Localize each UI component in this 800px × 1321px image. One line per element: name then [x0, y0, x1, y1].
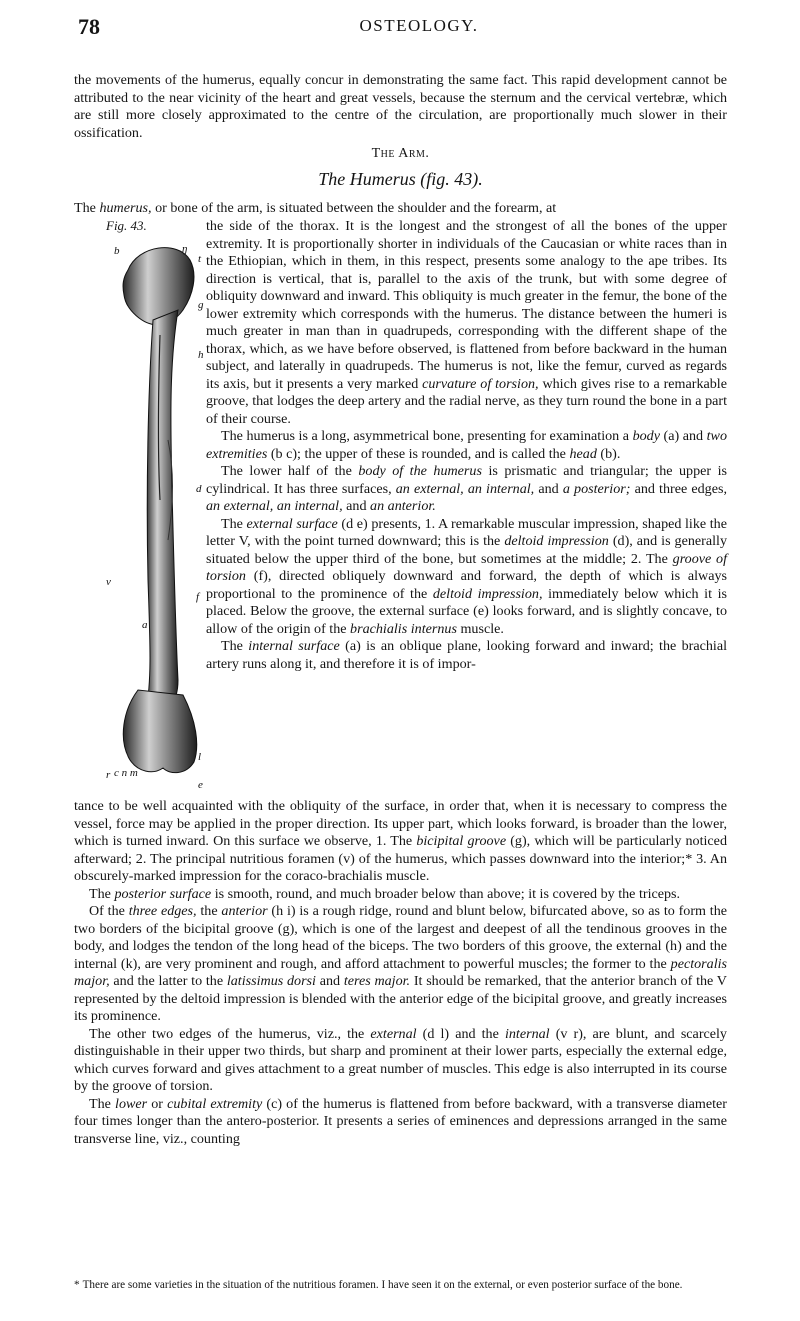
paragraph-5-start — [206, 638, 727, 673]
p3-d: and three edges, — [634, 480, 727, 497]
p6-b: is smooth, round, and much broader below than above; it is covered by the triceps. — [214, 885, 681, 902]
p2-head-term: head — [569, 445, 597, 462]
paragraph-2 — [206, 428, 727, 463]
p7-anterior-term: anterior — [221, 903, 268, 919]
p4-brachialis-term: brachialis internus — [350, 620, 457, 637]
p1-humerus-term: humerus, — [99, 200, 152, 216]
p4-e: immediately below which it is placed. Below the groove, the external surface (e) looks forward, and is slightly concave, to allow of the origin of the — [206, 585, 727, 637]
p9-b: (c) of the humerus is flattened from before backward, with a transverse diameter four times longer than the antero-posterior. It presents a series of eminences and depressions arranged in the same transverse line, viz., counting — [74, 1095, 727, 1147]
p3-edges-term: an external, an internal, — [206, 498, 343, 514]
side-column-text — [206, 218, 727, 673]
fig-label-n: n — [121, 767, 128, 779]
p2-body-term: body — [632, 428, 660, 444]
p8-internal-term: internal — [504, 1025, 550, 1042]
fig-label-f: f — [196, 591, 200, 603]
p3-a: The lower half of the — [221, 463, 352, 479]
intro-paragraph: the movements of the humerus, equally concur in demonstrating the same fact. This rapid development cannot be attributed to the near vicinity of the heart and great vessels, because the sternum and the cervical vertebræ, which are still more closely approximated to the centre of the circulation, are proportionally much slower in their ossification. — [74, 72, 727, 141]
p2-b: (a) and — [663, 428, 704, 444]
paragraph-6 — [74, 886, 727, 904]
subsection-title-suffix: ). — [472, 169, 483, 189]
p4-b: (d e) presents, 1. A remarkable muscular impression, shaped like the letter V, with the point turned downward; this is the — [206, 515, 727, 549]
footnote-text: There are some varieties in the situation of the nutritious foramen. I have seen it on the external, or even posterior surface of the bone. — [82, 1279, 683, 1291]
p2-extremities-term: two extremities — [206, 428, 727, 462]
p7-pectoralis-term: pectoralis major, — [74, 955, 728, 989]
p7-teres-term: teres major. — [343, 973, 411, 989]
p3-e: and — [346, 498, 367, 514]
paragraph-9 — [74, 1096, 727, 1149]
fig-label-b: b — [114, 245, 120, 257]
fig-label-v: v — [106, 576, 111, 588]
p8-a: The other two edges of the humerus, viz., the — [89, 1025, 365, 1042]
p6-posterior-term: posterior surface — [114, 885, 212, 902]
p9-a: The — [89, 1095, 111, 1112]
p4-groove-term: groove of torsion — [206, 550, 727, 584]
p7-b: the — [200, 903, 218, 919]
fig-label-g: g — [198, 299, 204, 311]
p5-b: (a) is an oblique plane, looking forward and inward; the brachial artery runs along it, and therefore it is of impor- — [206, 638, 727, 672]
p8-external-term: external — [370, 1025, 417, 1042]
humerus-illustration — [108, 240, 208, 790]
p9-lower-term: lower — [115, 1095, 148, 1112]
p3-c: and — [538, 480, 559, 497]
fig-label-t: t — [198, 253, 202, 265]
p7-latissimus-term: latissimus dorsi — [226, 973, 316, 989]
humerus-lower-extremity — [123, 690, 196, 773]
p7-e: and — [319, 973, 341, 989]
p2-a: The humerus is a long, asymmetrical bone, presenting for examination a — [221, 428, 630, 444]
p9-or: or — [151, 1095, 163, 1112]
humerus-figure — [108, 240, 208, 790]
p9-cubital-term: cubital extremity — [167, 1095, 263, 1112]
p5-bicipital-term: bicipital groove — [416, 833, 507, 849]
paragraph-5-continued — [74, 798, 727, 886]
intro-paragraph-block — [74, 72, 727, 142]
p3-body-term: body of the humerus — [358, 463, 482, 479]
p7-c: (h i) is a rough ridge, round and blunt below, bifurcated above, so as to form the two borders of the bicipital groove (g), which is one of the largest and deepest of all the tendinous grooves in the body, and lodges the tendon of the long head of the biceps. The two borders of this groove, the external (h) and the internal (k), are very prominent and rough, and afford attachment to powerful muscles; the former to the — [74, 903, 727, 972]
paragraph-1-first-line — [74, 200, 727, 218]
fig-label-m: m — [129, 767, 138, 779]
fig-label-r: r — [106, 769, 111, 781]
p4-deltoid2-term: deltoid impression, — [432, 585, 543, 602]
paragraph-3 — [206, 463, 727, 516]
paragraph-8 — [74, 1026, 727, 1096]
page-header — [78, 14, 760, 50]
subsection-fig-ref: fig. 43 — [426, 169, 473, 189]
p4-d: (f), directed obliquely downward and forward, the depth of which is always proportional to the prominence of the — [206, 568, 727, 602]
p5-c: (g), which will be particularly noticed afterward; 2. The principal nutritious foramen (v) of the humerus, which passes downward into the interior;* 3. An obscurely-marked impression for the coraco-brachialis muscle. — [74, 833, 727, 884]
humerus-head — [123, 248, 194, 325]
figure-caption: Fig. 43. — [106, 218, 147, 233]
lower-text-block — [74, 798, 727, 1148]
p2-d: (b). — [600, 445, 621, 462]
fig-label-h: h — [198, 349, 204, 361]
subsection-title-text: The Humerus — [318, 169, 416, 189]
footnote-marker: * — [74, 1279, 80, 1291]
fig-bottom-labels — [114, 767, 138, 779]
section-title: The Arm. — [371, 146, 430, 161]
fig-label-l: l — [198, 751, 202, 763]
fig-label-c: c — [114, 767, 119, 779]
running-title: OSTEOLOGY. — [359, 16, 479, 35]
p4-c: (d), and is generally situated below the upper third of the bone, but sometimes at the middle; 2. The — [206, 533, 727, 567]
subsection-title: The Humerus (fig. 43). — [318, 169, 483, 189]
p7-d: and the latter to the — [113, 973, 224, 989]
p7-a: Of the — [89, 903, 125, 919]
p1-first-line-rest: or bone of the arm, is situated between the shoulder and the forearm, at — [155, 200, 557, 216]
p8-c: (v r), are blunt, and scarcely distinguishable in their upper two thirds, but sharp and prominent at their lower parts, especially the external edge, which curves forward and gives attachment to a great number of muscles. This edge is also interrupted in its course by the groove of torsion. — [74, 1025, 727, 1094]
p3-b: is prismatic and triangular; the upper is cylindrical. It has three surfaces, — [206, 463, 727, 497]
p4-f: muscle. — [460, 620, 504, 637]
p3-posterior-term: a posterior; — [562, 480, 631, 497]
p5-a: The — [221, 638, 243, 654]
p2-c: (b c); the upper of these is rounded, and is called the — [270, 445, 566, 462]
footnote — [74, 1278, 727, 1292]
p3-surfaces-term: an external, an internal, — [395, 480, 535, 497]
p1-curvature-term: curvature of torsion, — [422, 375, 539, 392]
paragraph-7 — [74, 903, 727, 1026]
fig-label-e: e — [198, 779, 203, 791]
p1-end-text: which gives rise to a remarkable groove, that lodges the deep artery and the radial nerve, as they turn round the bone in a part of their course. — [206, 375, 727, 427]
humerus-shaft — [146, 310, 178, 710]
p7-f: It should be remarked, that the anterior branch of the V represented by the deltoid impression is blended with the anterior edge of the bicipital groove, and greatly increases its prominence. — [74, 973, 727, 1024]
p5-full: tance to be well acquainted with the obliquity of the surface, in order that, when it is necessary to compress the vessel, force may be applied in the proper direction. Its upper part, which looks forward, is broader than the lower, which is turned inward. On this surface we observe, 1. The — [74, 798, 727, 849]
p8-b: (d l) and the — [422, 1025, 499, 1042]
paragraph-4 — [206, 516, 727, 639]
p7-three-edges-term: three edges, — [128, 903, 197, 919]
fig-label-n-top: ŋ — [182, 243, 188, 255]
p5-internal-term: internal surface — [248, 638, 340, 654]
page-number: 78 — [78, 14, 100, 39]
p4-external-term: external surface — [246, 515, 338, 532]
p6-a: The — [89, 885, 111, 902]
p1-side-text: the side of the thorax. It is the longest and the strongest of all the bones of the upper extremity. It is proportionally shorter in individuals of the Caucasian or white races than in the Ethiopian, which in them, in this respect, presents some analogy to the ape tribes. Its direction is vertical, that is, parallel to the axis of the trunk, but with some degree of obliquity downward and inward. This obliquity is much greater in the femur, the bone of the lower extremity which corresponds with the humerus. The distance between the humeri is much greater in man than in quadrupeds, corresponding with the different shape of the thorax, which, as we have before observed, is flattened from before backward in the human subject, and laterally in quadrupeds. The humerus is not, like the femur, curved as regards its axis, but it presents a very marked — [206, 218, 727, 392]
paragraph-1-continued — [206, 218, 727, 428]
p4-deltoid-term: deltoid impression — [504, 533, 609, 549]
p4-a: The — [221, 515, 243, 532]
fig-label-d: d — [196, 483, 202, 495]
fig-label-a: a — [142, 619, 148, 631]
p1-lead: The — [74, 200, 96, 216]
p3-anterior-term: an anterior. — [370, 498, 436, 514]
